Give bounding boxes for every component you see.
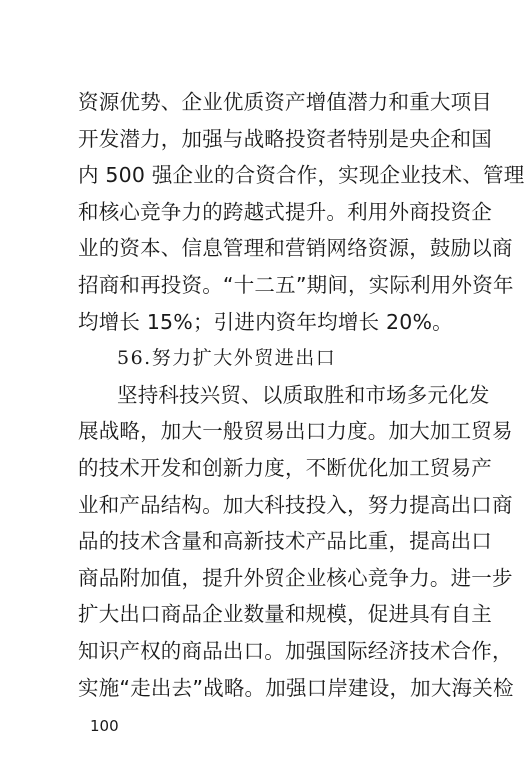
section-heading: 56.努力扩大外贸进出口 — [117, 347, 337, 370]
body-text-line: 坚持科技兴贸、以质取胜和市场多元化发 — [117, 382, 490, 407]
body-text-line: 资源优势、企业优质资产增值潜力和重大项目 — [78, 90, 492, 114]
body-text-line: 知识产权的商品出口。加强国际经济技术合作， — [78, 639, 513, 663]
body-text-line: 实施“走出去”战略。加强口岸建设，加大海关检 — [78, 675, 514, 700]
body-text-line: 内 500 强企业的合资合作，实现企业技术、管理 — [78, 163, 525, 188]
body-text-line: 品的技术含量和高新技术产品比重，提高出口 — [78, 529, 492, 554]
body-text-line: 业和产品结构。加大科技投入，努力提高出口商 — [78, 492, 513, 517]
body-text-line: 展战略，加大一般贸易出口力度。加大加工贸易 — [78, 419, 513, 444]
body-text-line: 均增长 15%；引进内资年均增长 20%。 — [78, 309, 453, 334]
body-text-line: 和核心竞争力的跨越式提升。利用外商投资企 — [78, 199, 492, 224]
body-text-line: 业的资本、信息管理和营销网络资源，鼓励以商 — [78, 236, 513, 261]
body-text-line: 的技术开发和创新力度，不断优化加工贸易产 — [78, 456, 492, 480]
body-text-line: 招商和再投资。“十二五”期间，实际利用外资年 — [78, 273, 514, 297]
body-text-line: 开发潜力，加强与战略投资者特别是央企和国 — [78, 126, 492, 151]
body-text-line: 商品附加值，提升外贸企业核心竞争力。进一步 — [78, 565, 513, 590]
page-number: 100 — [90, 717, 119, 735]
body-text-line: 扩大出口商品企业数量和规模，促进具有自主 — [78, 602, 492, 627]
